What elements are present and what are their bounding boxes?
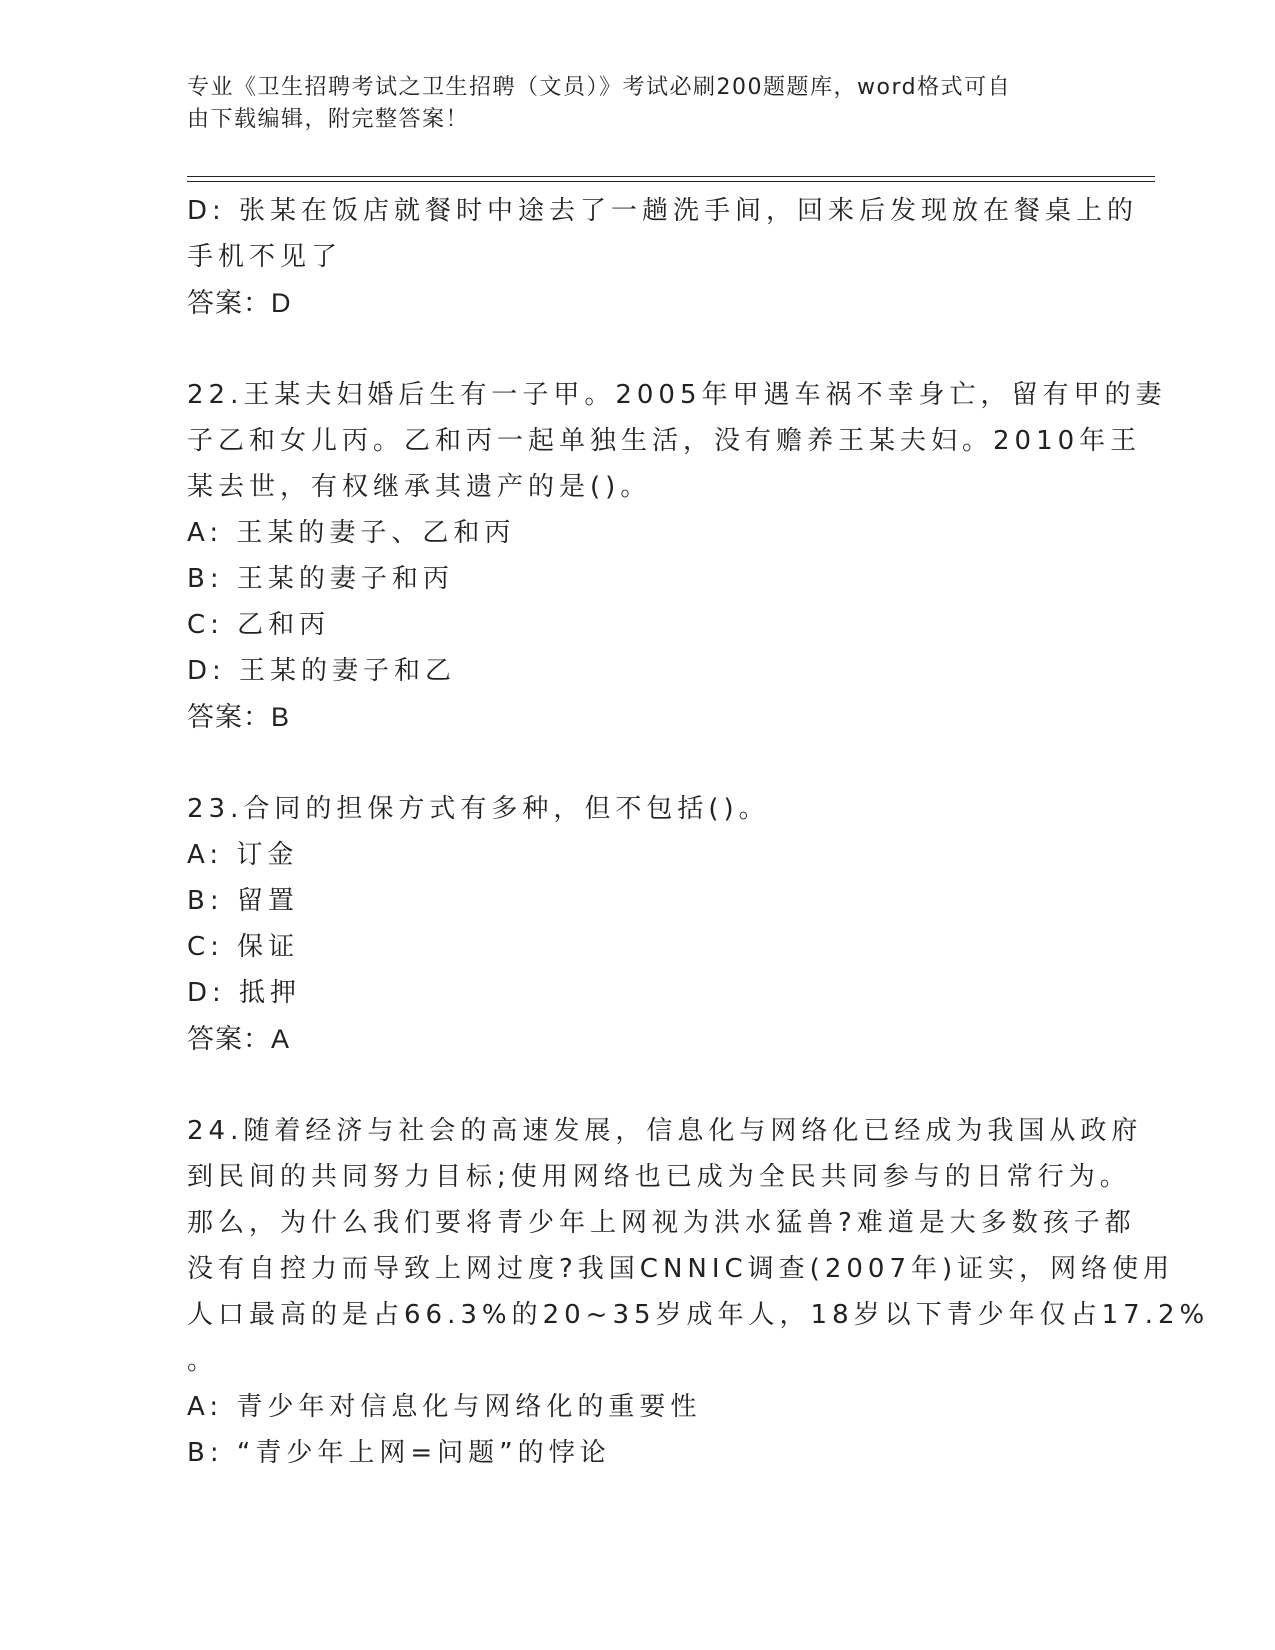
q23-option-c: C: 保证 (187, 932, 300, 962)
q22-stem-line-3: 某去世，有权继承其遗产的是()。 (187, 472, 652, 502)
q23-stem: 23.合同的担保方式有多种，但不包括()。 (187, 794, 770, 824)
q24-option-b: B: “青少年上网=问题”的悖论 (187, 1438, 611, 1468)
header-rule-top (187, 176, 1155, 177)
question-24 (187, 1108, 1210, 1476)
q24-stem-line-3: 那么，为什么我们要将青少年上网视为洪水猛兽?难道是大多数孩子都 (187, 1208, 1136, 1238)
question-23 (187, 786, 1087, 1062)
q22-option-d: D: 王某的妻子和乙 (187, 656, 457, 686)
q24-stem-line-2: 到民间的共同努力目标;使用网络也已成为全民共同参与的日常行为。 (187, 1162, 1131, 1192)
q24-stem-line-4: 没有自控力而导致上网过度?我国CNNIC调查(2007年)证实，网络使用 (187, 1254, 1175, 1284)
spacer (187, 1062, 1087, 1108)
question-21-tail (187, 188, 1139, 326)
q22-stem-line-2: 子乙和女儿丙。乙和丙一起单独生活，没有赡养王某夫妇。2010年王 (187, 426, 1142, 456)
q21-option-d-line-1: D: 张某在饭店就餐时中途去了一趟洗手间，回来后发现放在餐桌上的 (187, 196, 1139, 226)
q24-stem-line-1: 24.随着经济与社会的高速发展，信息化与网络化已经成为我国从政府 (187, 1116, 1143, 1146)
header-rule-bottom (187, 181, 1155, 182)
q24-stem-line-5: 人口最高的是占66.3%的20~35岁成年人，18岁以下青少年仅占17.2% (187, 1300, 1210, 1330)
header-line-2: 由下载编辑，附完整答案！ (187, 107, 470, 132)
q22-option-a: A: 王某的妻子、乙和丙 (187, 518, 516, 548)
q21-answer: 答案：D (187, 288, 292, 318)
document-body (187, 188, 1210, 1476)
q23-option-a: A: 订金 (187, 840, 299, 870)
spacer (187, 740, 1087, 786)
question-22 (187, 372, 1167, 740)
q23-option-b: B: 留置 (187, 886, 299, 916)
q22-option-c: C: 乙和丙 (187, 610, 331, 640)
spacer (187, 326, 1087, 372)
q21-option-d-line-2: 手机不见了 (187, 242, 343, 272)
q24-stem-line-6: 。 (187, 1346, 219, 1376)
header-line-1: 专业《卫生招聘考试之卫生招聘（文员）》考试必刷200题题库，word格式可自 (187, 75, 1012, 100)
q24-option-a: A: 青少年对信息化与网络化的重要性 (187, 1392, 702, 1422)
q22-answer: 答案：B (187, 702, 291, 732)
q23-answer: 答案：A (187, 1024, 291, 1054)
q22-option-b: B: 王某的妻子和丙 (187, 564, 454, 594)
document-header (187, 72, 1077, 136)
q23-option-d: D: 抵押 (187, 978, 302, 1008)
q22-stem-line-1: 22.王某夫妇婚后生有一子甲。2005年甲遇车祸不幸身亡，留有甲的妻 (187, 380, 1167, 410)
